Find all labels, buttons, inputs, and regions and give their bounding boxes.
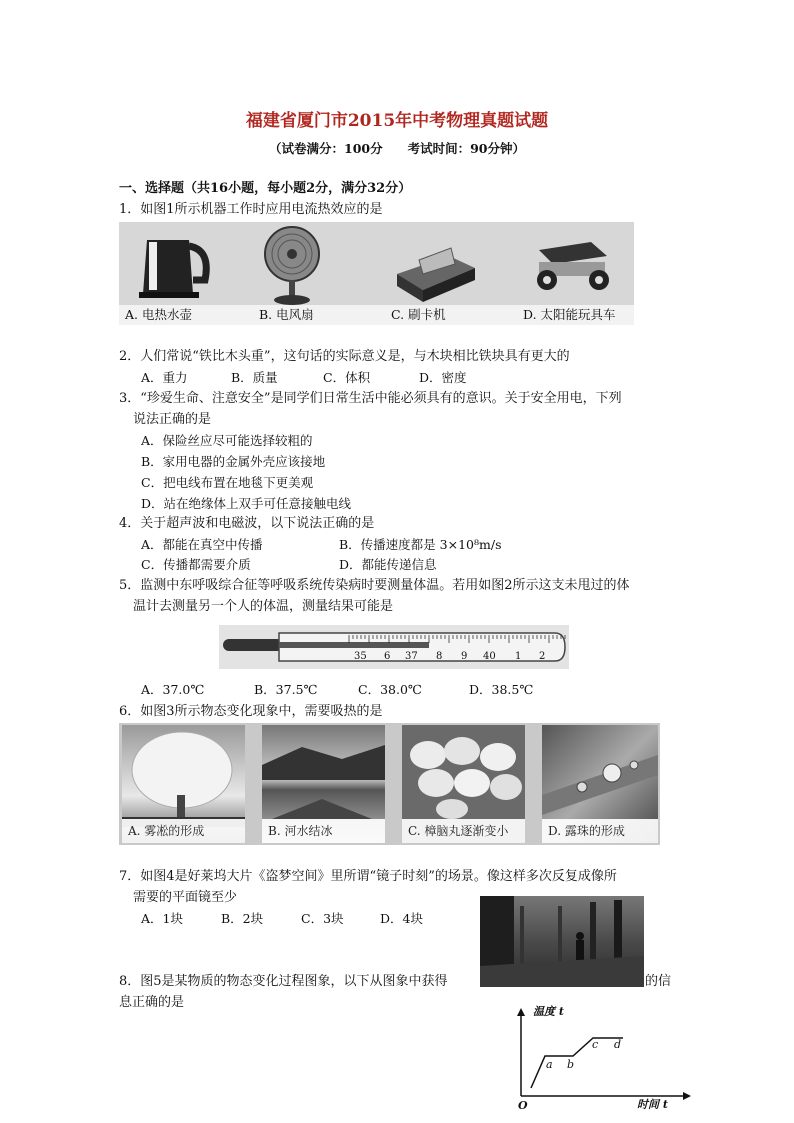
question-8-stem-cont: 息正确的是 xyxy=(119,995,185,1010)
tick-label: 37 xyxy=(405,651,418,662)
question-3-stem-cont: 说法正确的是 xyxy=(133,412,212,427)
tick-label: 8 xyxy=(436,651,443,662)
question-2-stem: 2．人们常说“铁比木头重”，这句话的实际意义是，与木块相比铁块具有更大的 xyxy=(119,349,570,364)
question-7-stem: 7．如图4是好莱坞大片《盗梦空间》里所谓“镜子时刻”的场景。像这样多次反复成像所 xyxy=(119,869,617,884)
figure-1 xyxy=(119,222,634,325)
section-heading: 一、选择题（共16小题，每小题2分，满分32分） xyxy=(119,181,412,196)
mothball-photo xyxy=(402,725,525,843)
q7-option-d: D．4块 xyxy=(380,911,423,926)
question-5-stem: 5．监测中东呼吸综合征等呼吸系统传染病时要测量体温。若用如图2所示这支未甩过的体 xyxy=(119,578,630,593)
q4-option-c: C．传播都需要介质 xyxy=(141,557,251,572)
q4-option-d: D．都能传递信息 xyxy=(339,557,437,572)
q2-option-c: C．体积 xyxy=(323,370,371,385)
q3-option-d: D．站在绝缘体上双手可任意接触电线 xyxy=(141,496,352,511)
question-1-stem: 1．如图1所示机器工作时应用电流热效应的是 xyxy=(119,202,383,217)
tick-label: 1 xyxy=(515,651,522,662)
q7-option-a: A．1块 xyxy=(141,911,183,926)
q5-option-b: B．37.5℃ xyxy=(254,682,318,697)
q5-option-c: C．38.0℃ xyxy=(358,682,422,697)
mirror-scene-image xyxy=(480,896,644,987)
question-5-stem-cont: 温计去测量另一个人的体温，测量结果可能是 xyxy=(133,599,394,614)
graph-point-a: a xyxy=(546,1058,553,1071)
caption-d: D. 太阳能玩具车 xyxy=(523,307,616,322)
q2-option-b: B．质量 xyxy=(231,370,278,385)
temperature-curve xyxy=(531,1038,623,1088)
q4-option-a: A．都能在真空中传播 xyxy=(141,537,263,552)
caption-c: C. 樟脑丸逐渐变小 xyxy=(402,819,525,843)
q3-option-a: A．保险丝应尽可能选择较粗的 xyxy=(141,433,313,448)
q5-option-a: A．37.0℃ xyxy=(141,682,205,697)
q7-option-b: B．2块 xyxy=(221,911,264,926)
question-7-stem-cont: 需要的平面镜至少 xyxy=(133,890,238,905)
tick-label: 2 xyxy=(539,651,546,662)
y-axis-arrow xyxy=(517,1008,525,1016)
q2-option-d: D．密度 xyxy=(419,370,467,385)
river-ice-photo xyxy=(262,725,385,843)
caption-a: A. 雾凇的形成 xyxy=(122,819,245,843)
thermometer-figure xyxy=(219,625,569,669)
tick-label: 6 xyxy=(384,651,391,662)
caption-d: D. 露珠的形成 xyxy=(542,819,658,843)
caption-b: B. 电风扇 xyxy=(259,307,314,322)
q2-option-a: A．重力 xyxy=(141,370,188,385)
thermometer-image xyxy=(219,625,569,669)
q7-option-c: C．3块 xyxy=(301,911,344,926)
dew-photo xyxy=(542,725,658,843)
question-8-stem-tail: 的信 xyxy=(645,974,672,989)
fan-image xyxy=(259,224,329,306)
caption-a: A. 电热水壶 xyxy=(125,307,192,322)
caption-b: B. 河水结冰 xyxy=(262,819,385,843)
q3-option-b: B．家用电器的金属外壳应该接地 xyxy=(141,454,326,469)
graph-point-d: d xyxy=(614,1038,622,1051)
x-axis-arrow xyxy=(683,1092,691,1100)
figure-4 xyxy=(480,896,644,987)
page-title: 福建省厦门市2015年中考物理真题试题 xyxy=(245,111,549,131)
solar-car-image xyxy=(519,236,619,302)
question-6-stem: 6．如图3所示物态变化现象中，需要吸热的是 xyxy=(119,704,383,719)
q5-option-d: D．38.5℃ xyxy=(469,682,534,697)
question-8-stem: 8．图5是某物质的物态变化过程图象，以下从图象中获得 xyxy=(119,974,448,989)
question-3-stem: 3．“珍爱生命、注意安全”是同学们日常生活中能必须具有的意识。关于安全用电，下列 xyxy=(119,391,622,406)
exam-info: （试卷满分：100分 考试时间：90分钟） xyxy=(269,141,525,156)
tick-label: 40 xyxy=(483,651,496,662)
graph-point-c: c xyxy=(592,1038,599,1051)
rime-photo xyxy=(122,725,245,843)
tick-label: 9 xyxy=(461,651,468,662)
question-4-stem: 4．关于超声波和电磁波，以下说法正确的是 xyxy=(119,516,375,531)
graph-y-label: 温度 t xyxy=(533,1005,564,1018)
tick-label: 35 xyxy=(354,651,367,662)
card-reader-image xyxy=(389,234,479,304)
q3-option-c: C．把电线布置在地毯下更美观 xyxy=(141,475,314,490)
caption-c: C. 刷卡机 xyxy=(391,307,446,322)
graph-x-label: 时间 t xyxy=(637,1098,668,1111)
figure-3 xyxy=(119,723,660,845)
graph-origin: O xyxy=(518,1099,528,1112)
q4-option-b: B．传播速度都是 3×10⁸m/s xyxy=(339,537,502,552)
graph-point-b: b xyxy=(567,1058,575,1071)
kettle-image xyxy=(127,228,217,300)
